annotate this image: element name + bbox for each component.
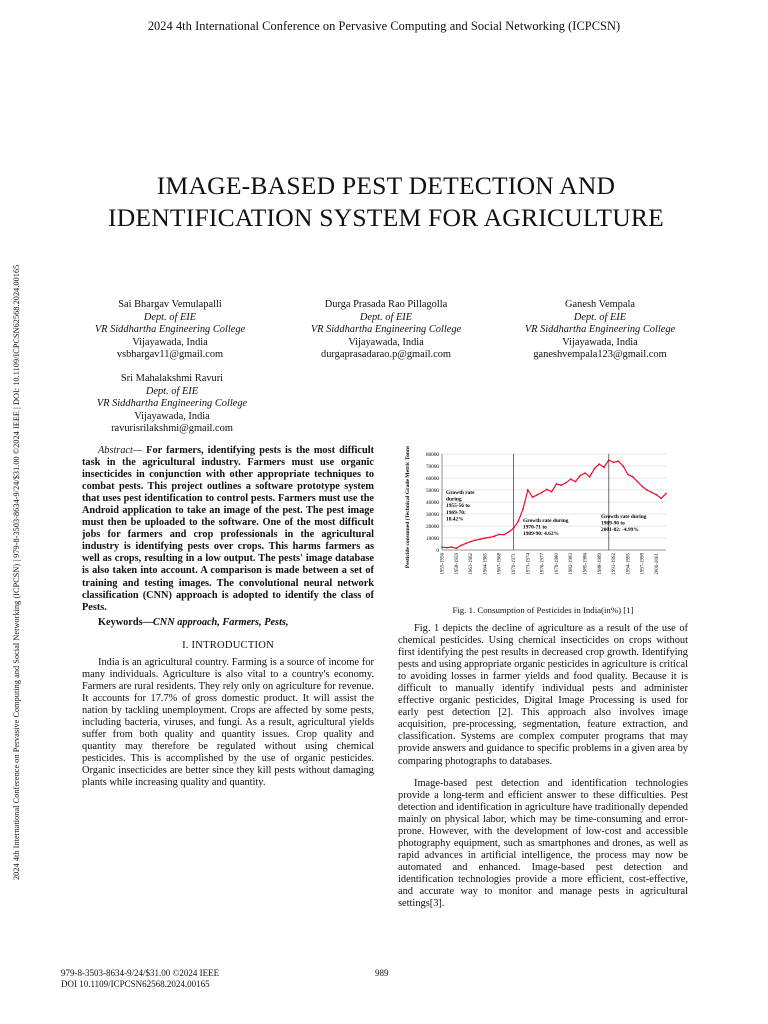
annotation-line: Growth rate during bbox=[601, 514, 647, 520]
data-point bbox=[598, 463, 600, 465]
data-point bbox=[465, 543, 467, 545]
data-point bbox=[513, 528, 515, 530]
data-point bbox=[589, 476, 591, 478]
sidebar-citation: 2024 4th International Conference on Pervasive Computing and Social Networking (ICPCSN) | 979-8-3503-8634-9/24/$31.00 ©2024 IEEE | DOI: 10.1109/ICPCSN62568.2024.00165 bbox=[12, 264, 21, 880]
author-email[interactable]: durgaprasadarao.p@gmail.com bbox=[321, 349, 451, 361]
paragraph: Fig. 1 depicts the decline of agriculture as a result of the use of chemical pesticides. Using chemical insecticides on crops without first identifying the pest results in decreased crop growth. Identifying pests and using appropriate organic pesticides in agriculture is critical to avoiding losses in farmer yields and food quality. Because it is difficult to manually identify individual pests and administer effective organic pesticides, Digital Image Processing is used for early pest detection [2]. This approach also involves image acquisition, pre-processing, segmentation, feature extraction, and classification. Systems are complex computer programs that may provide answers and guidance to specific problems in a given area by comparing photographs to databases. bbox=[398, 623, 688, 767]
data-point bbox=[622, 465, 624, 467]
author-city: Vijayawada, India bbox=[132, 336, 208, 348]
data-point bbox=[532, 496, 534, 498]
paragraph: India is an agricultural country. Farming is a source of income for many individuals. Agriculture is also vital to a country's economy. Farmers are rural residents. They rely only on agriculture for revenue. It accounts for 17.7% of gross domestic product. It will assist the nation by tackling unemployment. Crops are affected by some pests, including bacteria, viruses, and fungi. As a result, agricultural yields suffer from both quality and quantity issues. Crop quality and quantity may therefore be regulated without using chemical pesticides. This is accomplished by the use of organic pesticides. Organic insecticides are better since they kill pests without damaging plants while increasing quality and quantity. bbox=[82, 657, 374, 789]
data-point bbox=[551, 491, 553, 493]
data-point bbox=[560, 484, 562, 486]
data-point bbox=[479, 538, 481, 540]
data-point bbox=[474, 539, 476, 541]
x-tick-label: 2000-2001 bbox=[654, 553, 660, 575]
x-tick-label: 1988-1989 bbox=[597, 553, 603, 575]
abstract bbox=[82, 445, 374, 614]
author-dept: Dept. of EIE bbox=[143, 311, 197, 323]
author-block-3 bbox=[490, 299, 710, 362]
y-tick-label: 40000 bbox=[426, 499, 439, 506]
author-dept: Dept. of EIE bbox=[359, 311, 413, 323]
annotation-line: 2001-02: -4.99% bbox=[601, 527, 639, 534]
data-point bbox=[470, 541, 472, 543]
author-city: Vijayawada, India bbox=[562, 336, 638, 348]
author-name: Durga Prasada Rao Pillagolla bbox=[324, 299, 448, 310]
data-point bbox=[584, 472, 586, 474]
y-tick-labels bbox=[426, 452, 439, 554]
data-point bbox=[660, 498, 662, 500]
keywords: Keywords—CNN approach, Farmers, Pests, bbox=[98, 617, 289, 628]
annotation-line: 18.42% bbox=[446, 516, 464, 523]
data-point bbox=[517, 520, 519, 522]
data-point bbox=[522, 508, 524, 510]
author-name: Ganesh Vempala bbox=[565, 299, 635, 310]
author-city: Vijayawada, India bbox=[134, 410, 210, 422]
abstract-dash: — bbox=[132, 445, 143, 456]
data-point bbox=[451, 546, 453, 548]
data-point bbox=[603, 466, 605, 468]
author-city: Vijayawada, India bbox=[348, 336, 424, 348]
data-point bbox=[546, 489, 548, 491]
footer-identifiers bbox=[61, 968, 219, 989]
data-point bbox=[555, 483, 557, 485]
data-point bbox=[541, 492, 543, 494]
x-tick-label: 1967-1968 bbox=[497, 553, 503, 575]
x-tick-label: 1961-1962 bbox=[469, 553, 475, 575]
data-point bbox=[627, 474, 629, 476]
data-point bbox=[565, 482, 567, 484]
section-heading-introduction: I. INTRODUCTION bbox=[182, 640, 274, 651]
x-tick-label: 1979-1980 bbox=[554, 553, 560, 575]
annotation-line: Growth rate bbox=[446, 490, 475, 496]
page-number: 989 bbox=[375, 968, 389, 978]
author-email[interactable]: ganeshvempala123@gmail.com bbox=[533, 349, 667, 361]
paper-title: IMAGE-BASED PEST DETECTION AND IDENTIFICATION SYSTEM FOR AGRICULTURE bbox=[107, 171, 665, 232]
paragraph: Image-based pest detection and identification technologies provide a long-term and efficient answer to these difficulties. Pest detection and identification in agriculture have traditionally depended mainly on physical labor, which may be time-consuming and error-prone. However, with the development of low-cost and accessible photography equipment, such as smartphones and drones, as well as rapid advances in artificial intelligence, the process may now be automated and enhanced. Image-based pest detection and identification technologies provide a more efficient, cost-effective, and accurate way to monitor and manage pests in agricultural settings[3]. bbox=[398, 777, 688, 910]
figure-caption: Fig. 1. Consumption of Pesticides in India(in%) [1] bbox=[452, 605, 634, 615]
data-point bbox=[441, 546, 443, 548]
data-point bbox=[536, 494, 538, 496]
data-point bbox=[637, 481, 639, 483]
data-point bbox=[489, 537, 491, 539]
author-college: VR Siddhartha Engineering College bbox=[310, 324, 462, 336]
author-block-2 bbox=[276, 299, 496, 362]
data-point bbox=[646, 489, 648, 491]
data-point bbox=[460, 545, 462, 547]
y-tick-label: 30000 bbox=[426, 511, 439, 518]
keywords-text: CNN approach, Farmers, Pests, bbox=[152, 617, 289, 628]
pesticide-chart bbox=[398, 446, 678, 596]
data-point bbox=[594, 468, 596, 470]
author-college: VR Siddhartha Engineering College bbox=[524, 324, 676, 336]
conference-header: 2024 4th International Conference on Pervasive Computing and Social Networking (ICPCSN) bbox=[147, 19, 621, 33]
data-point bbox=[651, 492, 653, 494]
y-tick-label: 60000 bbox=[426, 475, 439, 482]
data-point bbox=[508, 531, 510, 533]
data-point bbox=[503, 534, 505, 536]
x-tick-label: 1964-1965 bbox=[483, 553, 489, 575]
author-name: Sai Bhargav Vemulapalli bbox=[118, 299, 222, 310]
annotation-line: during bbox=[446, 496, 462, 503]
data-point bbox=[656, 494, 658, 496]
data-point bbox=[498, 534, 500, 536]
annotation-line: 1989-90: 4.62% bbox=[523, 531, 559, 538]
data-point bbox=[575, 481, 577, 483]
right-column-text bbox=[398, 623, 688, 920]
x-tick-label: 1970-1971 bbox=[511, 553, 517, 575]
data-point bbox=[570, 478, 572, 480]
data-point bbox=[494, 535, 496, 537]
data-point bbox=[527, 489, 529, 491]
author-email[interactable]: ravurisrilakshmi@gmail.com bbox=[111, 423, 233, 435]
x-tick-label: 1955-1956 bbox=[440, 553, 446, 575]
y-tick-label: 20000 bbox=[426, 523, 439, 530]
data-point bbox=[632, 476, 634, 478]
abstract-label: Abstract bbox=[98, 445, 133, 456]
x-tick-label: 1997-1998 bbox=[640, 553, 646, 575]
x-tick-label: 1994-1995 bbox=[626, 553, 632, 575]
annotation-line: 1969-70: bbox=[446, 509, 466, 516]
author-dept: Dept. of EIE bbox=[145, 385, 199, 397]
data-point bbox=[608, 459, 610, 461]
y-tick-label: 50000 bbox=[426, 487, 439, 494]
footer-isbn: 979-8-3503-8634-9/24/$31.00 ©2024 IEEE bbox=[61, 968, 220, 978]
annotation-line: 1989-90 to bbox=[601, 520, 625, 527]
data-point bbox=[641, 486, 643, 488]
intro-text bbox=[82, 657, 374, 800]
x-tick-label: 1982-1983 bbox=[569, 553, 575, 575]
x-tick-label: 1985-1986 bbox=[583, 553, 589, 575]
x-tick-label: 1973-1974 bbox=[526, 553, 532, 575]
annotation-line: 1970-71 to bbox=[523, 524, 547, 531]
x-tick-label: 1991-1992 bbox=[612, 553, 618, 575]
data-point bbox=[613, 462, 615, 464]
footer-doi: DOI 10.1109/ICPCSN62568.2024.00165 bbox=[61, 978, 210, 989]
data-point bbox=[446, 547, 448, 549]
abstract-text: For farmers, identifying pests is the most difficult task in the agricultural industry. Farmers must use organic insecticides in conjunction with other appropriate techniques to combat pests. This project outlines a software prototype system that uses pest identification to control pests. Farmers must use the Android application to take an image of the pest. The pest image must then be uploaded to the software. One of the most difficult jobs for farmers and crop professionals in the agricultural industry is identifying pests over crops. This harms farmers as well as crops, resulting in a low output. The pests' image database is also taken into account. A comparison is made between a set of training and testing images. The convolutional neural network classification (CNN) approach is adopted to identify the class of Pests. bbox=[82, 445, 375, 613]
author-block-4 bbox=[62, 373, 282, 436]
y-tick-label: 0 bbox=[436, 547, 439, 554]
data-point bbox=[579, 475, 581, 477]
data-point bbox=[665, 493, 667, 495]
x-tick-label: 1976-1977 bbox=[540, 553, 546, 575]
author-name: Sri Mahalakshmi Ravuri bbox=[120, 373, 224, 384]
author-dept: Dept. of EIE bbox=[573, 311, 627, 323]
y-tick-label: 70000 bbox=[426, 463, 439, 470]
figure-1 bbox=[398, 446, 678, 596]
y-tick-label: 10000 bbox=[426, 535, 439, 542]
data-point bbox=[617, 460, 619, 462]
author-block-1 bbox=[60, 299, 280, 362]
data-point bbox=[455, 547, 457, 549]
y-axis-label: Pesticide consumed (Technical Grade Metric Tonns) bbox=[405, 446, 411, 569]
keywords-label: Keywords bbox=[98, 617, 143, 628]
annotation-line: Growth rate during bbox=[523, 518, 569, 524]
y-tick-label: 80000 bbox=[426, 451, 439, 458]
author-college: VR Siddhartha Engineering College bbox=[96, 398, 248, 410]
author-college: VR Siddhartha Engineering College bbox=[94, 324, 246, 336]
x-tick-label: 1958-1959 bbox=[454, 553, 460, 575]
data-point bbox=[484, 537, 486, 539]
annotation-line: 1955-56 to bbox=[446, 503, 470, 510]
author-email[interactable]: vsbhargav11@gmail.com bbox=[116, 349, 224, 361]
